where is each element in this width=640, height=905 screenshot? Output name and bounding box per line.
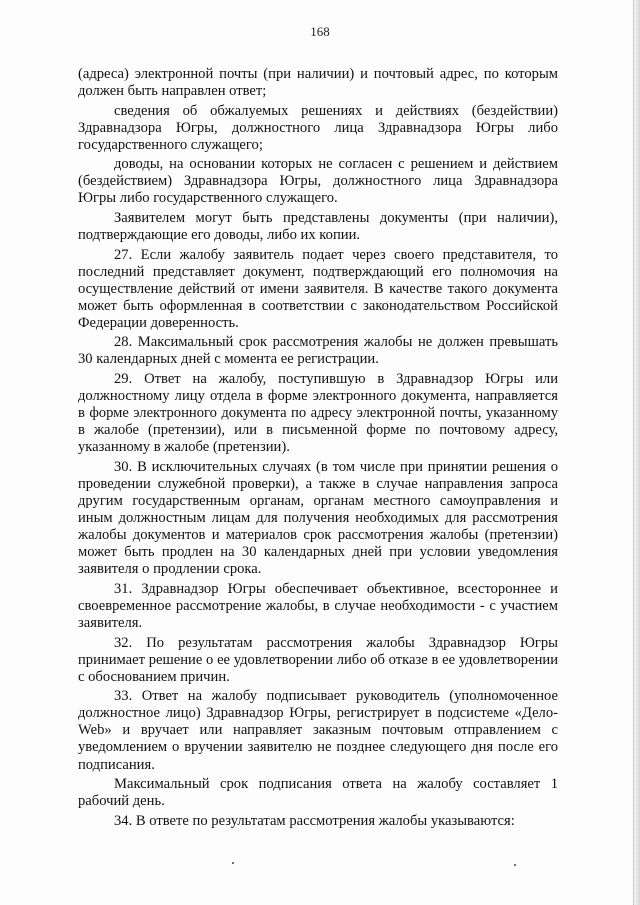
page-number: 168 bbox=[310, 24, 330, 39]
scan-specks bbox=[0, 860, 640, 870]
scan-speck bbox=[514, 864, 516, 866]
paragraph: Заявителем могут быть представлены документы (при наличии), подтверждающие его доводы, либо их копии. bbox=[78, 209, 558, 244]
paragraph: Максимальный срок подписания ответа на жалобу составляет 1 рабочий день. bbox=[78, 776, 558, 810]
scan-speck bbox=[232, 862, 234, 864]
page-edge-shadow bbox=[633, 0, 640, 905]
paragraph: 28. Максимальный срок рассмотрения жалобы не должен превышать 30 календарных дней с момента ее регистрации. bbox=[78, 334, 558, 368]
paragraph: сведения об обжалуемых решениях и действиях (бездействии) Здравнадзора Югры, должностного лица Здравнадзора Югры либо государственного служащего; bbox=[78, 102, 558, 153]
body-text bbox=[78, 66, 558, 832]
paragraph: (адреса) электронной почты (при наличии) и почтовый адрес, по которым должен быть направлен ответ; bbox=[78, 66, 558, 100]
paragraph: 33. Ответ на жалобу подписывает руководитель (уполномоченное должностное лицо) Здравнадзор Югры, регистрирует в подсистеме «Дело-Web» и вручает или направляет заказным почтовым отправлением с уведомлением о вручении заявителю не позднее следующего дня после его подписания. bbox=[78, 688, 558, 773]
paragraph: 31. Здравнадзор Югры обеспечивает объективное, всестороннее и своевременное рассмотрение жалобы, в случае необходимости - с участием заявителя. bbox=[78, 580, 558, 632]
paragraph: 34. В ответе по результатам рассмотрения жалобы указываются: bbox=[114, 812, 515, 829]
paragraph: 27. Если жалобу заявитель подает через своего представителя, то последний представляет документ, подтверждающий его полномочия на осуществление действий от имени заявителя. В качестве такого документа может быть оформленная в соответствии с законодательством Российской Федерации доверенность. bbox=[78, 246, 558, 331]
paragraph: 30. В исключительных случаях (в том числе при принятии решения о проведении служебной проверки), а также в случае направления запроса другим государственным органам, органам местного самоуправления и иным должностным лицам для получения необходимых для рассмотрения жалобы документов и материалов срок рассмотрения жалобы (претензии) может быть продлен на 30 календарных дней при условии уведомления заявителя о продлении срока. bbox=[78, 458, 558, 578]
paragraph: 32. По результатам рассмотрения жалобы Здравнадзор Югры принимает решение о ее удовлетворении либо об отказе в ее удовлетворении с обоснованием причин. bbox=[78, 634, 558, 685]
paragraph: доводы, на основании которых не согласен с решением и действием (бездействием) Здравнадзора Югры, должностного лица Здравнадзора Югры либо государственного служащего. bbox=[78, 156, 558, 207]
paragraph: 29. Ответ на жалобу, поступившую в Здравнадзор Югры или должностному лицу отдела в форме электронного документа, направляется в форме электронного документа по адресу электронной почты, указанному в жалобе (претензии), или в письменной форме по почтовому адресу, указанному в жалобе (претензии). bbox=[78, 370, 558, 456]
